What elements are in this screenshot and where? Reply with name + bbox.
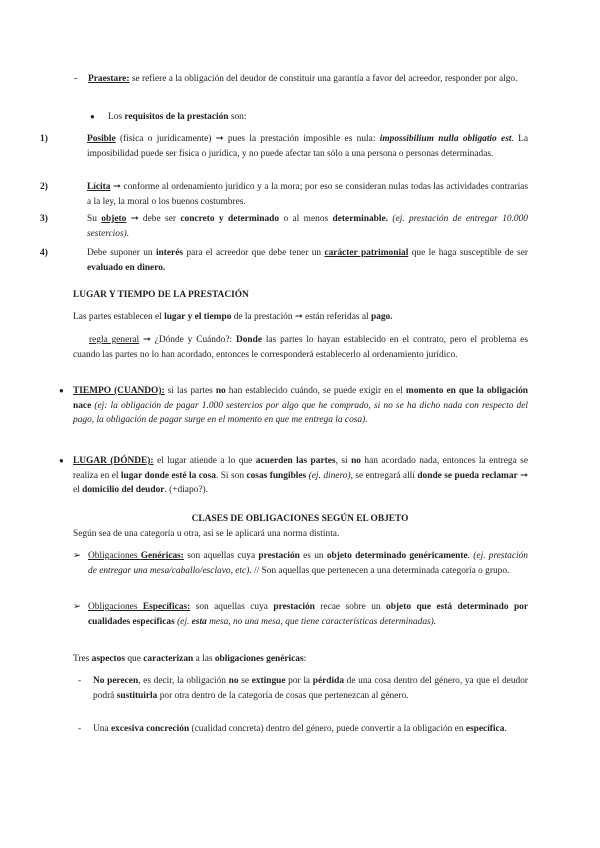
praestare-term: Praestare: (88, 74, 130, 84)
tiempo-item: ● TIEMPO (CUANDO): si las partes no han establecido cuándo, se puede exigir en el momento en que la obligación nace (ej: la obligación de pagar 1.000 sestercios por algo que he comprado, si no se ha dicho nada con respecto del pago, la obligación de pagar surge en el momento en que me entrega la cosa). (59, 386, 528, 426)
bullet-marker: ● (59, 386, 64, 395)
no-perecen-item: - No perecen, es decir, la obligación no se extingue por la pérdida de una cosa dentro del género, ya que el deudor podrá sustituirla por otra dentro de la categoría de cosas que pertenezcan al género. (78, 676, 529, 701)
arrow-marker: ➢ (73, 602, 81, 612)
lugar-item: ● LUGAR (DÓNDE): el lugar atiende a lo que acuerden las partes, si no han acordado nada, entonces la entrega se realiza en el lugar donde esté la cosa. Si son cosas fungibles (ej. dinero), se entregará allí donde se pueda reclamar ➞ el domicilio del deudor. (+diapo?). (59, 456, 529, 496)
requisito-4: 4) Debe suponer un interés para el acreedor que debe tener un carácter patrimonial que le haga susceptible de ser evaluado en dinero. (40, 248, 528, 273)
requisitos-line: ● Los requisitos de la prestación son: (0, 110, 600, 125)
regla-general: regla general ➞ ¿Dónde y Cuándo?: Donde las partes lo hayan establecido en el contrato, pero el problema es cuando las partes no lo han acordado, entonces le corresponderá establecerlo al ordenamiento jurídico. (73, 335, 528, 360)
especificas-item: ➢ Obligaciones Específicas: son aquellas cuya prestación recae sobre un objeto que está determinado por cualidades específicas (ej. esta mesa, no una mesa, que tiene características determinadas). (73, 602, 529, 627)
lugar-tiempo-heading: LUGAR Y TIEMPO DE LA PRESTACIÓN (73, 290, 249, 300)
praestare-item (0, 72, 600, 87)
number-1: 1) (40, 134, 48, 144)
praestare-text: se refiere a la obligación del deudor de constituir una garantía a favor del acreedor, responder por algo. (129, 74, 518, 84)
tres-aspectos: Tres aspectos que caracterizan a las obligaciones genéricas: (73, 654, 307, 664)
requisito-3: 3) Su objeto ➞ debe ser concreto y determinado o al menos determinable. (ej. prestación de entregar 10.000 sestercios). (40, 214, 528, 239)
number-4: 4) (40, 248, 48, 258)
number-2: 2) (40, 182, 48, 192)
number-3: 3) (40, 214, 48, 224)
bullet-marker: ● (59, 456, 64, 465)
dash-marker: - (78, 724, 82, 734)
arrow-marker: ➢ (73, 551, 81, 561)
requisito-1: 1) Posible (física o jurídicamente) ➞ pues la prestación imposible es nula: impossibilium nulla obligatio est. La imposibilidad puede ser física o jurídica, y no puede afectar tan sólo a una persona o personas determinadas. (40, 134, 528, 159)
bullet-marker: ● (90, 112, 95, 121)
requisitos-bold: requisitos de la prestación (124, 112, 229, 122)
genericas-item: ➢ Obligaciones Genéricas: son aquellas cuya prestación es un objeto determinado genéricamente. (ej. prestación de entregar una mesa/caballo/esclavo, etc). // Son aquellas que pertenecen a una determinada categoría o grupo. (73, 551, 528, 576)
dash-marker: - (78, 676, 82, 686)
concrecion-item: - Una excesiva concreción (cualidad concreta) dentro del género, puede convertir a la obligación en específica. (0, 722, 600, 737)
requisito-2: 2) Lícita ➞ conforme al ordenamiento jurídico y a la mora; por eso se consideran nulas todas las actividades contrarias a la ley, la moral o los buenos costumbres. (40, 182, 528, 207)
dash-marker: - (74, 74, 78, 84)
clases-intro: Según sea de una categoría u otra, así se le aplicará una norma distinta. (73, 529, 340, 539)
lugar-intro: Las partes establecen el lugar y el tiempo de la prestación ➞ están referidas al pago. (73, 312, 393, 322)
clases-heading: CLASES DE OBLIGACIONES SEGÚN EL OBJETO (191, 514, 409, 524)
